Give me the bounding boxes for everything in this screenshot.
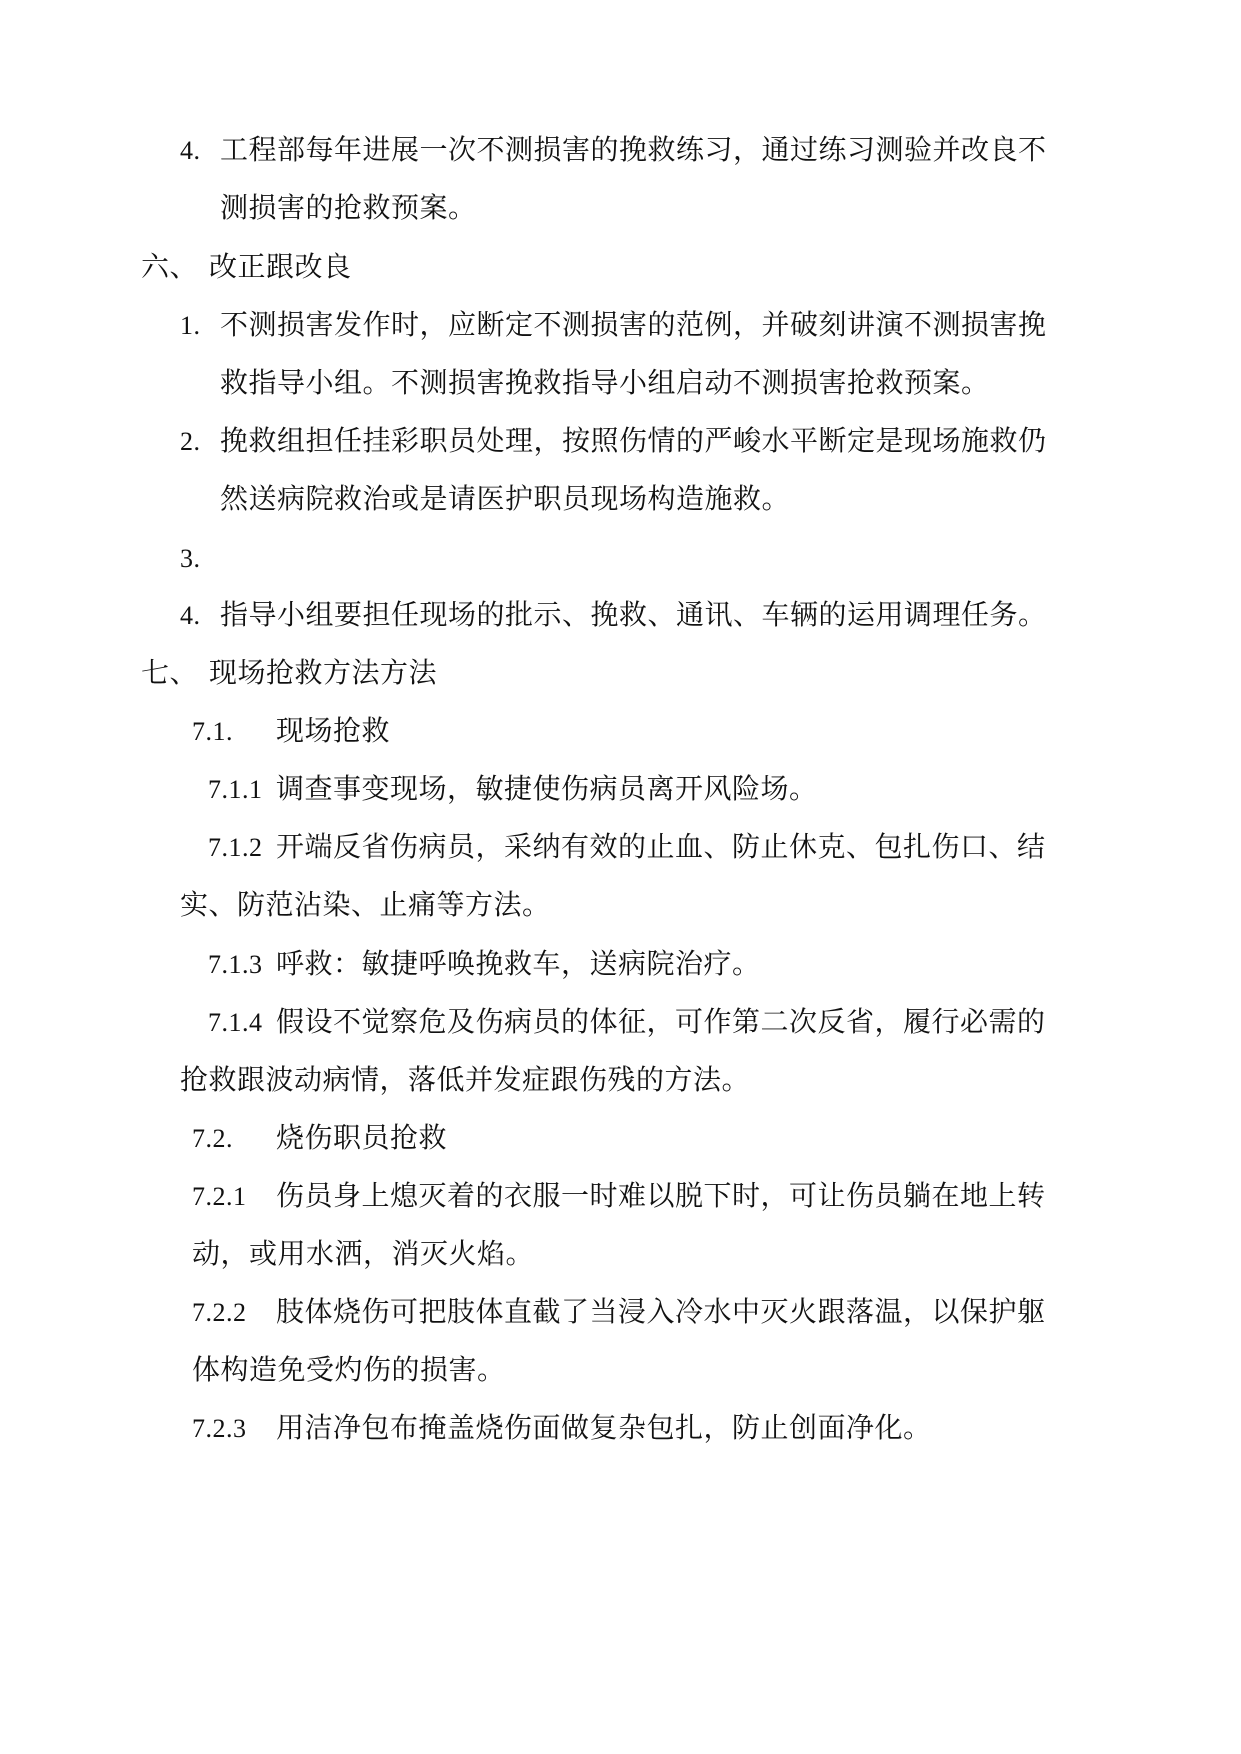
item-7-2-1-line-2: 动，或用水洒，消灭火焰。 bbox=[192, 1237, 535, 1270]
item-7-1-4-line-2: 抢救跟波动病情，落低并发症跟伤残的方法。 bbox=[180, 1063, 751, 1096]
item-number: 7.1.2 bbox=[208, 833, 263, 862]
item-number: 1. bbox=[180, 311, 201, 340]
item-4-line-1 bbox=[180, 132, 1047, 169]
item-text: 呼救：敏捷呼唤挽救车，送病院治疗。 bbox=[276, 947, 761, 980]
s6-item-2-line-2: 然送病院救治或是请医护职员现场构造施救。 bbox=[220, 482, 791, 515]
subheading-title: 现场抢救 bbox=[276, 714, 391, 747]
subheading-title: 烧伤职员抢救 bbox=[276, 1121, 448, 1154]
item-4-line-2: 测损害的抢救预案。 bbox=[220, 191, 477, 224]
s6-item-4-line-1 bbox=[180, 597, 1047, 634]
subsection-7-1-heading bbox=[192, 713, 390, 750]
s6-item-2-line-1 bbox=[180, 423, 1047, 460]
item-7-1-1 bbox=[208, 771, 818, 808]
item-number: 7.1.3 bbox=[208, 950, 263, 979]
item-text: 调查事变现场，敏捷使伤病员离开风险场。 bbox=[276, 772, 818, 805]
item-text: 肢体烧伤可把肢体直截了当浸入冷水中灭火跟落温，以保护躯 bbox=[276, 1295, 1046, 1328]
item-text: 不测损害发作时，应断定不测损害的范例，并破刻讲演不测损害挽 bbox=[220, 308, 1047, 341]
heading-number: 六、 bbox=[141, 250, 199, 283]
item-number: 7.1.1 bbox=[208, 775, 263, 804]
item-text: 假设不觉察危及伤病员的体征，可作第二次反省，履行必需的 bbox=[276, 1005, 1046, 1038]
item-number: 7.2.1 bbox=[192, 1182, 247, 1211]
s6-item-1-line-1 bbox=[180, 307, 1047, 344]
item-7-2-3 bbox=[192, 1410, 932, 1447]
item-7-1-2-line-2: 实、防范沾染、止痛等方法。 bbox=[180, 888, 551, 921]
item-number: 7.1.4 bbox=[208, 1008, 263, 1037]
item-7-2-1-line-1 bbox=[192, 1178, 1046, 1215]
item-number: 7.2.2 bbox=[192, 1298, 247, 1327]
heading-title: 现场抢救方法方法 bbox=[209, 656, 438, 689]
subheading-number: 7.2. bbox=[192, 1124, 233, 1153]
item-text: 指导小组要担任现场的批示、挽救、通讯、车辆的运用调理任务。 bbox=[220, 598, 1047, 631]
subsection-7-2-heading bbox=[192, 1120, 447, 1157]
subheading-number: 7.1. bbox=[192, 717, 233, 746]
item-text: 工程部每年进展一次不测损害的挽救练习，通过练习测验并改良不 bbox=[220, 133, 1047, 166]
section-6-heading bbox=[141, 249, 352, 285]
heading-number: 七、 bbox=[141, 656, 199, 689]
s6-item-3 bbox=[180, 540, 220, 577]
item-number: 3. bbox=[180, 544, 201, 573]
item-text: 伤员身上熄灭着的衣服一时难以脱下时，可让伤员躺在地上转 bbox=[276, 1179, 1046, 1212]
item-7-1-2-line-1 bbox=[208, 829, 1046, 866]
item-number: 4. bbox=[180, 136, 201, 165]
item-text: 用洁净包布掩盖烧伤面做复杂包扎，防止创面净化。 bbox=[276, 1411, 932, 1444]
item-7-2-2-line-1 bbox=[192, 1294, 1046, 1331]
item-number: 4. bbox=[180, 601, 201, 630]
item-7-2-2-line-2: 体构造免受灼伤的损害。 bbox=[192, 1353, 506, 1386]
s6-item-1-line-2: 救指导小组。不测损害挽救指导小组启动不测损害抢救预案。 bbox=[220, 366, 990, 399]
item-number: 2. bbox=[180, 427, 201, 456]
item-text: 开端反省伤病员，采纳有效的止血、防止休克、包扎伤口、结 bbox=[276, 830, 1046, 863]
item-7-1-3 bbox=[208, 946, 761, 983]
item-7-1-4-line-1 bbox=[208, 1004, 1046, 1041]
heading-title: 改正跟改良 bbox=[209, 250, 352, 283]
item-number: 7.2.3 bbox=[192, 1414, 247, 1443]
section-7-heading bbox=[141, 655, 437, 691]
item-text: 挽救组担任挂彩职员处理，按照伤情的严峻水平断定是现场施救仍 bbox=[220, 424, 1047, 457]
